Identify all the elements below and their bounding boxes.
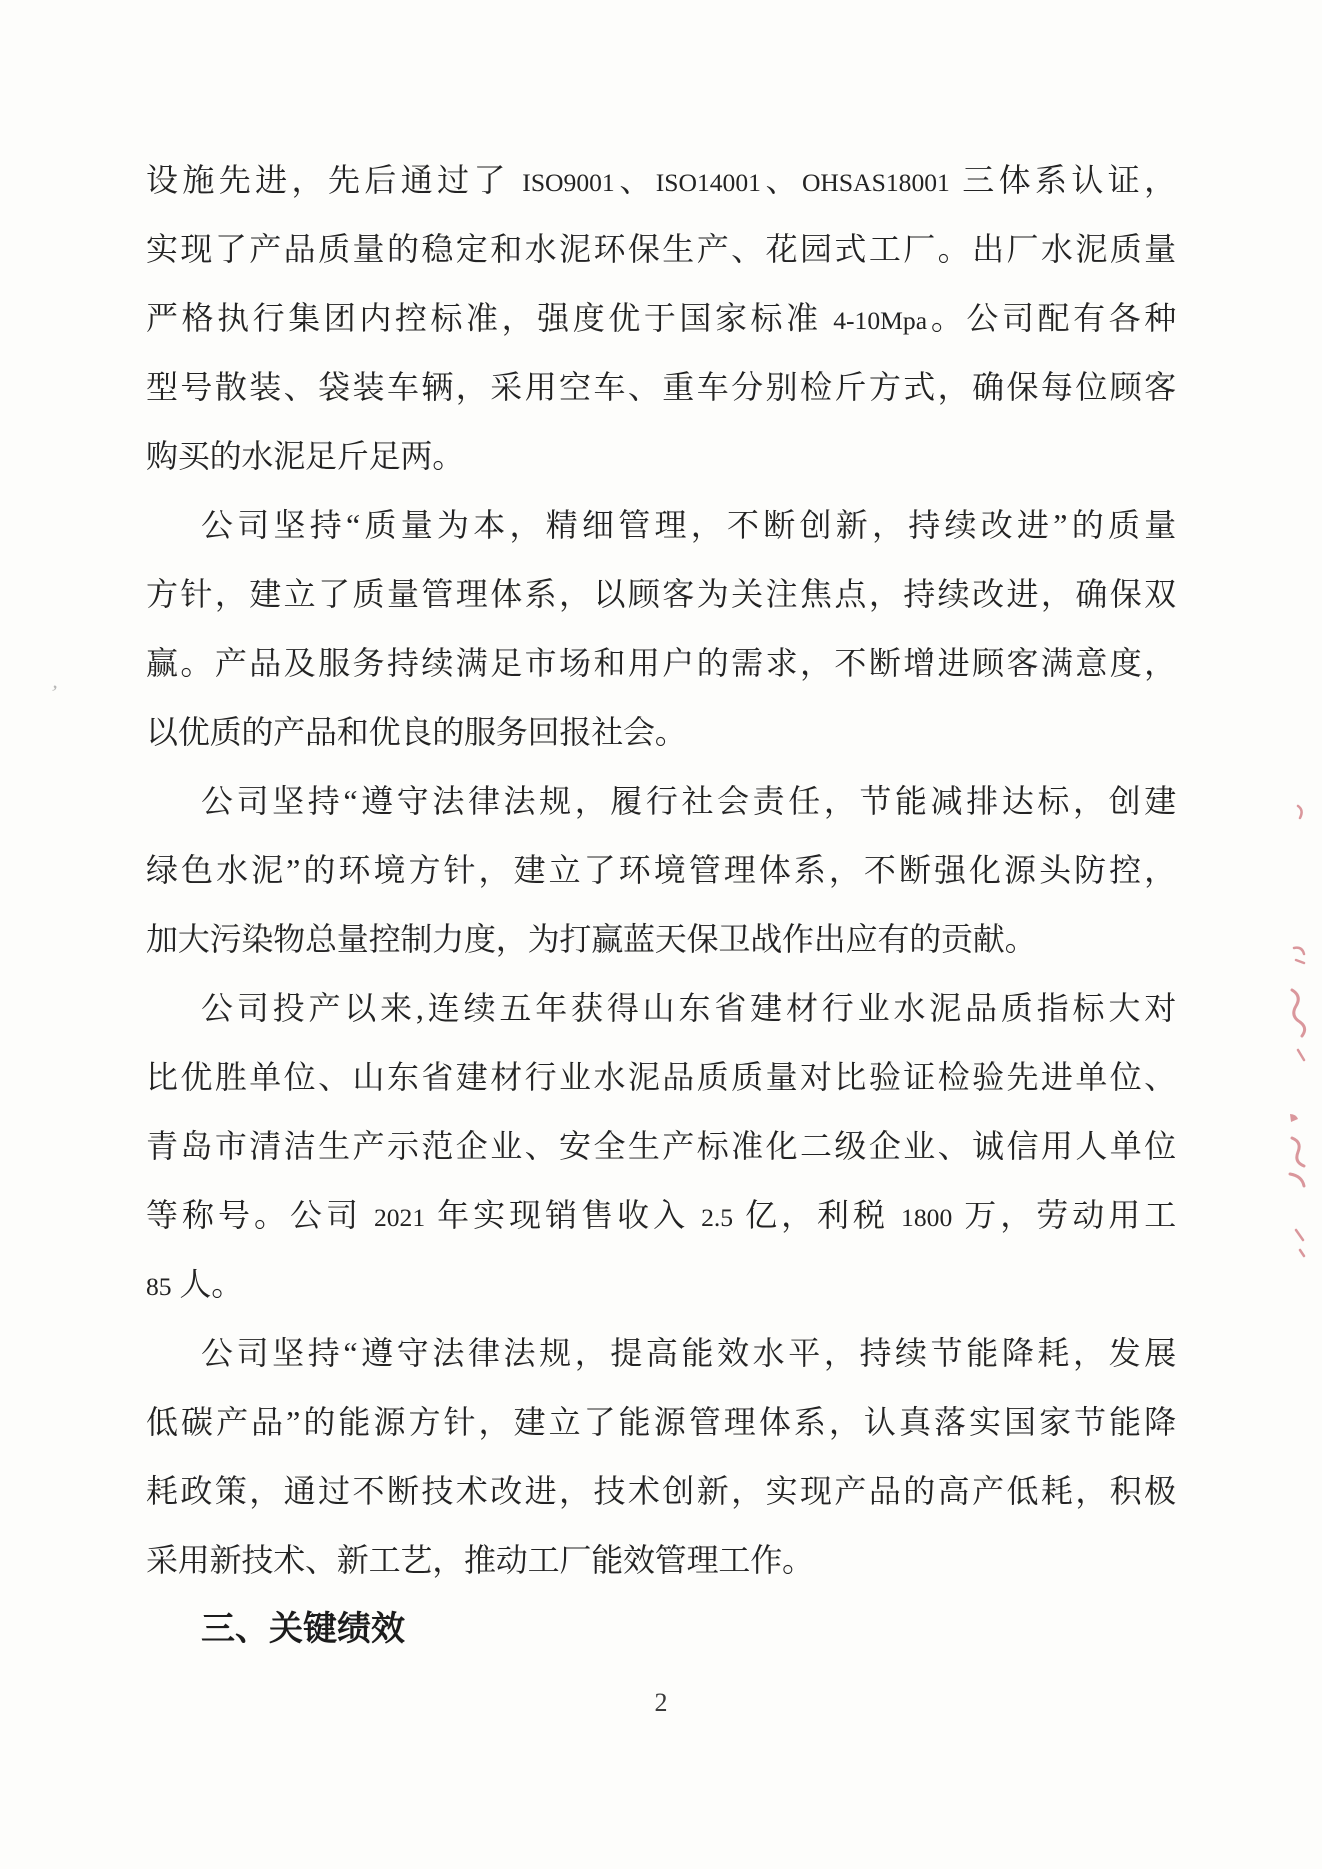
section-heading: 三、关键绩效 xyxy=(201,1610,405,1648)
text-line: 实现了产品质量的稳定和水泥环保生产、花园式工厂。出厂水泥质量 xyxy=(146,231,1176,267)
paragraph-4 xyxy=(146,974,1176,1319)
text-line: 方针，建立了质量管理体系，以顾客为关注焦点，持续改进，确保双 xyxy=(146,576,1176,612)
text-line: 型号散装、袋装车辆，采用空车、重车分别检斤方式，确保每位顾客 xyxy=(146,369,1176,405)
text-line: 公司坚持“遵守法律法规，履行社会责任，节能减排达标，创建 xyxy=(201,783,1176,819)
text-line: 购买的水泥足斤足两。 xyxy=(146,438,465,474)
text-line: 公司坚持“质量为本，精细管理，不断创新，持续改进”的质量 xyxy=(201,507,1176,543)
text-line: 赢。产品及服务持续满足市场和用户的需求，不断增进顾客满意度， xyxy=(146,645,1176,681)
paragraph-2 xyxy=(146,491,1176,767)
text-line: 设施先进，先后通过了 ISO9001、ISO14001、OHSAS18001 三体系认证， xyxy=(146,162,1176,198)
text-line: 比优胜单位、山东省建材行业水泥品质质量对比验证检验先进单位、 xyxy=(146,1059,1176,1095)
text-line: 等称号。公司 2021 年实现销售收入 2.5 亿，利税 1800 万，劳动用工 xyxy=(146,1197,1176,1233)
scan-speck: ʼ xyxy=(47,679,60,706)
text-line: 85 人。 xyxy=(146,1266,243,1302)
text-line: 绿色水泥”的环境方针，建立了环境管理体系，不断强化源头防控， xyxy=(146,852,1176,888)
paragraph-1 xyxy=(146,146,1176,491)
text-line: 采用新技术、新工艺，推动工厂能效管理工作。 xyxy=(146,1542,814,1578)
document-body xyxy=(146,146,1176,1664)
text-line: 耗政策，通过不断技术改进，技术创新，实现产品的高产低耗，积极 xyxy=(146,1473,1176,1509)
text-line: 严格执行集团内控标准，强度优于国家标准 4-10Mpa。公司配有各种 xyxy=(146,300,1176,336)
text-line: 公司坚持“遵守法律法规，提高能效水平，持续节能降耗，发展 xyxy=(201,1335,1176,1371)
red-stamp-fragment xyxy=(1276,798,1316,1268)
text-line: 低碳产品”的能源方针，建立了能源管理体系，认真落实国家节能降 xyxy=(146,1404,1176,1440)
text-line: 以优质的产品和优良的服务回报社会。 xyxy=(146,714,687,750)
text-line: 公司投产以来,连续五年获得山东省建材行业水泥品质指标大对 xyxy=(201,990,1176,1026)
page-number: 2 xyxy=(654,1688,668,1717)
paragraph-3 xyxy=(146,767,1176,974)
text-line: 青岛市清洁生产示范企业、安全生产标准化二级企业、诚信用人单位 xyxy=(146,1128,1176,1164)
text-line: 加大污染物总量控制力度，为打赢蓝天保卫战作出应有的贡献。 xyxy=(146,921,1037,957)
paragraph-5 xyxy=(146,1319,1176,1595)
